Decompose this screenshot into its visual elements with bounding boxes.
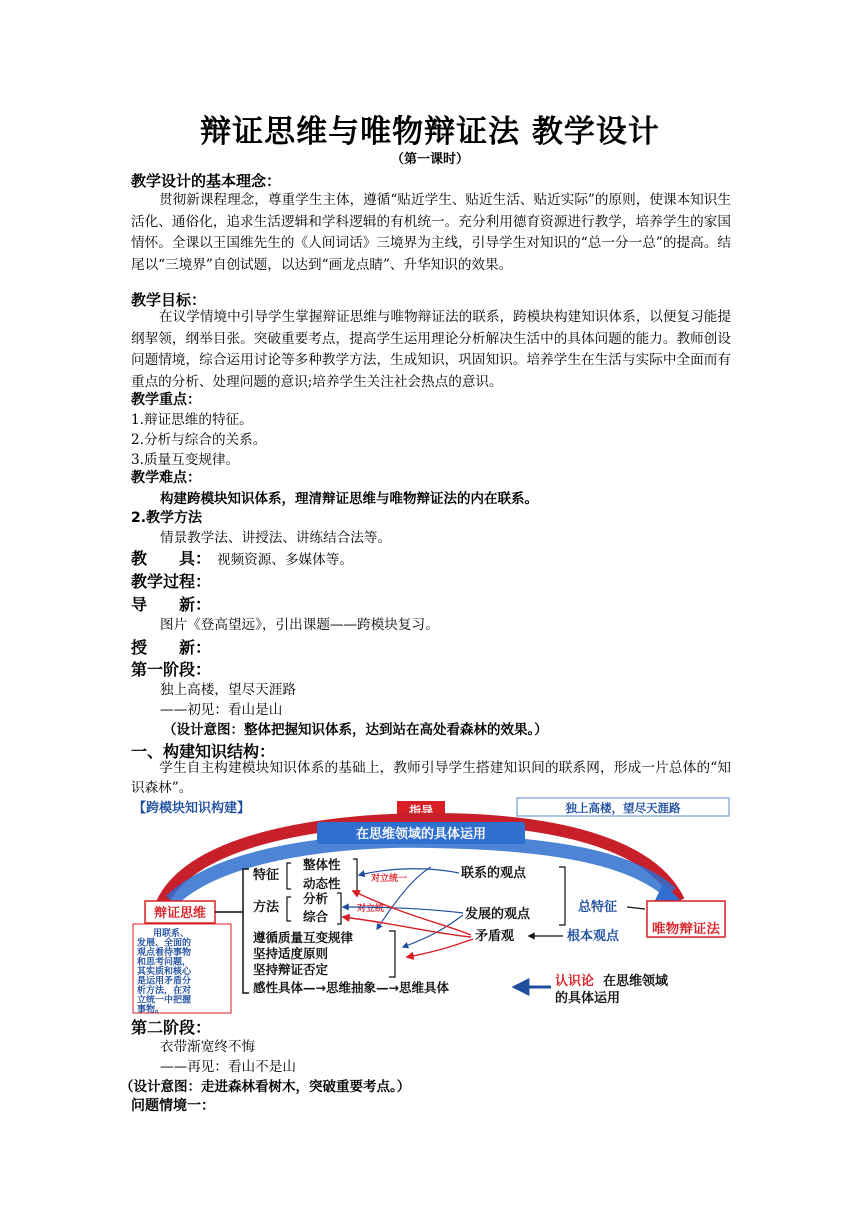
- feature-item: 整体性: [303, 857, 341, 872]
- viewpoints-bracket: [559, 867, 565, 925]
- unity-label-2: 对立统一: [357, 904, 394, 914]
- general-feature-connector: [627, 907, 645, 909]
- key-point-item: 1.辩证思维的特征。: [131, 412, 253, 428]
- banner-right-text: 独上高楼，望尽天涯路: [565, 801, 681, 815]
- contradiction-arrow-2: [343, 917, 471, 937]
- stage2-heading: 第二阶段：: [131, 1018, 212, 1037]
- general-feature: 总特征: [578, 900, 618, 915]
- note-line: 事物。: [137, 1005, 165, 1015]
- concept-heading: 教学设计的基本理念：: [131, 172, 282, 190]
- method-text: 情景教学法、讲授法、讲练结合法等。: [160, 530, 392, 546]
- intro-text: 图片《登高望远》，引出课题——跨模块复习。: [160, 617, 439, 633]
- section1-text: 学生自主构建模块知识体系的基础上，教师引导学生搭建知识间的联系网，形成一片总体的“知识森林”。: [131, 760, 731, 796]
- note-line: 用联系、: [153, 929, 190, 939]
- arc-label: 在思维领域的具体运用: [355, 827, 487, 842]
- difficulty-heading: 教学难点：: [131, 470, 201, 486]
- epistemology-rest-2: 的具体运用: [555, 991, 621, 1006]
- basic-view: 根本观点: [567, 929, 620, 944]
- difficulty-text: 构建跨模块知识体系，理清辩证思维与唯物辩证法的内在联系。: [160, 491, 538, 507]
- development-view: 发展的观点: [465, 907, 531, 922]
- stage1-intent: （设计意图：整体把握知识体系，达到站在高处看森林的效果。）: [163, 722, 548, 738]
- note-line: 立统一中把握: [137, 995, 192, 1006]
- law-item: 坚持辩证否定: [253, 962, 329, 977]
- law-item: 坚持适度原则: [253, 946, 329, 961]
- key-points-heading: 教学重点：: [131, 392, 201, 408]
- note-line: 是运用矛盾分: [137, 976, 192, 987]
- scenario1-heading: 问题情境一：: [131, 1098, 215, 1114]
- dialectical-thinking-box: [145, 901, 215, 923]
- method-heading: 2.教学方法: [131, 510, 203, 526]
- laws-bracket: [389, 931, 395, 977]
- method-item: 综合: [303, 909, 329, 924]
- method-right-bracket: [337, 893, 341, 924]
- note-line: 发展、全面的: [137, 938, 192, 949]
- banner-left-text: 【跨模块知识构建】: [133, 801, 251, 816]
- unity-label-1: 对立统一: [371, 874, 408, 884]
- section1-heading: 一、构建知识结构：: [131, 742, 276, 761]
- lesson-subtitle: （第一课时）: [390, 152, 469, 167]
- goals-heading: 教学目标：: [131, 291, 207, 309]
- stage1-heading: 第一阶段：: [131, 660, 212, 679]
- feature-item: 动态性: [303, 876, 341, 891]
- teach-heading: 授 新：: [131, 638, 212, 657]
- main-bracket: [243, 869, 249, 993]
- method-label: 方法: [253, 900, 280, 915]
- section1-paragraph: [131, 758, 731, 798]
- svg-text:用联系、 发展、全面的 观点: [136, 927, 194, 1015]
- key-point-item: 3.质量互变规律。: [131, 452, 240, 468]
- stage2-intent: （设计意图：走进森林看树木，突破重要考点。）: [120, 1079, 411, 1095]
- knowledge-structure-diagram: [131, 797, 731, 1015]
- concept-paragraph: [131, 190, 731, 276]
- intro-heading: 导 新：: [131, 595, 212, 614]
- epistemology-rest-1: 在思维领域: [603, 974, 669, 989]
- banner-cross-module: [133, 800, 250, 816]
- process-heading: 教学过程：: [131, 572, 212, 591]
- method-item: 分析: [303, 891, 329, 906]
- goals-paragraph: [131, 307, 731, 393]
- stage2-subtitle: ——再见：看山不是山: [160, 1059, 296, 1075]
- stage1-subtitle: ——初见：看山是山: [160, 702, 283, 718]
- concept-text: 贯彻新课程理念，尊重学生主体，遵循“贴近学生、贴近生活、贴近实际”的原则，使课本知识生活化、通俗化，追求生活逻辑和学科逻辑的有机统一。充分利用德育资源进行教学，培养学生的家国情怀。全课以王国维先生的《人间词话》三境界为主线，引导学生对知识的“总一分一总”的提高。结尾以“三境界”自创试题，以达到“画龙点睛”、升华知识的效果。: [131, 192, 731, 273]
- feature-label: 特征: [253, 868, 280, 883]
- tools-heading: 教 具：: [131, 549, 212, 568]
- right-box-text: 唯物辩证法: [652, 922, 718, 937]
- cognition-chain: 感性具体—→思维抽象—→思维具体: [253, 980, 449, 995]
- note-line: 其实质和核心: [137, 967, 192, 977]
- relation-view: 联系的观点: [461, 866, 527, 881]
- method-bracket: [287, 897, 291, 921]
- feature-right-bracket: [353, 859, 357, 891]
- blue-arc: [171, 841, 671, 901]
- note-line: 析方法，在对: [137, 986, 192, 996]
- goals-text: 在议学情境中引导学生掌握辩证思维与唯物辩证法的联系，跨模块构建知识体系，以便复习能提纲挈领，纲举目张。突破重要考点，提高学生运用理论分析解决生活中的具体问题的能力。教师创设问题情境，综合运用讨论等多种教学方法，生成知识，巩固知识。培养学生在生活与实际中全面而有重点的分析、处理问题的意识;培养学生关注社会热点的意识。: [131, 309, 731, 390]
- stage1-verse: 独上高楼，望尽天涯路: [160, 682, 296, 698]
- key-point-item: 2.分析与综合的关系。: [131, 432, 267, 448]
- contradiction-view: 矛盾观: [475, 929, 515, 944]
- banner-verse: [517, 798, 729, 816]
- stage2-verse: 衣带渐宽终不悔: [160, 1039, 256, 1055]
- tools-text: 视频资源、多媒体等。: [217, 552, 353, 568]
- left-box-text: 辩证思维: [153, 906, 207, 921]
- law-item: 遵循质量互变规律: [253, 930, 354, 945]
- guide-text: 指导: [408, 804, 434, 818]
- feature-bracket: [287, 863, 291, 889]
- note-line: 和思考问题，: [137, 957, 192, 968]
- materialist-dialectics-box: [647, 901, 725, 937]
- document-title: 辩证思维与唯物辩证法 教学设计: [200, 114, 660, 150]
- note-line: 观点看待事物: [137, 948, 192, 958]
- note-box: [133, 924, 231, 1015]
- epistemology-red: 认识论: [555, 974, 595, 989]
